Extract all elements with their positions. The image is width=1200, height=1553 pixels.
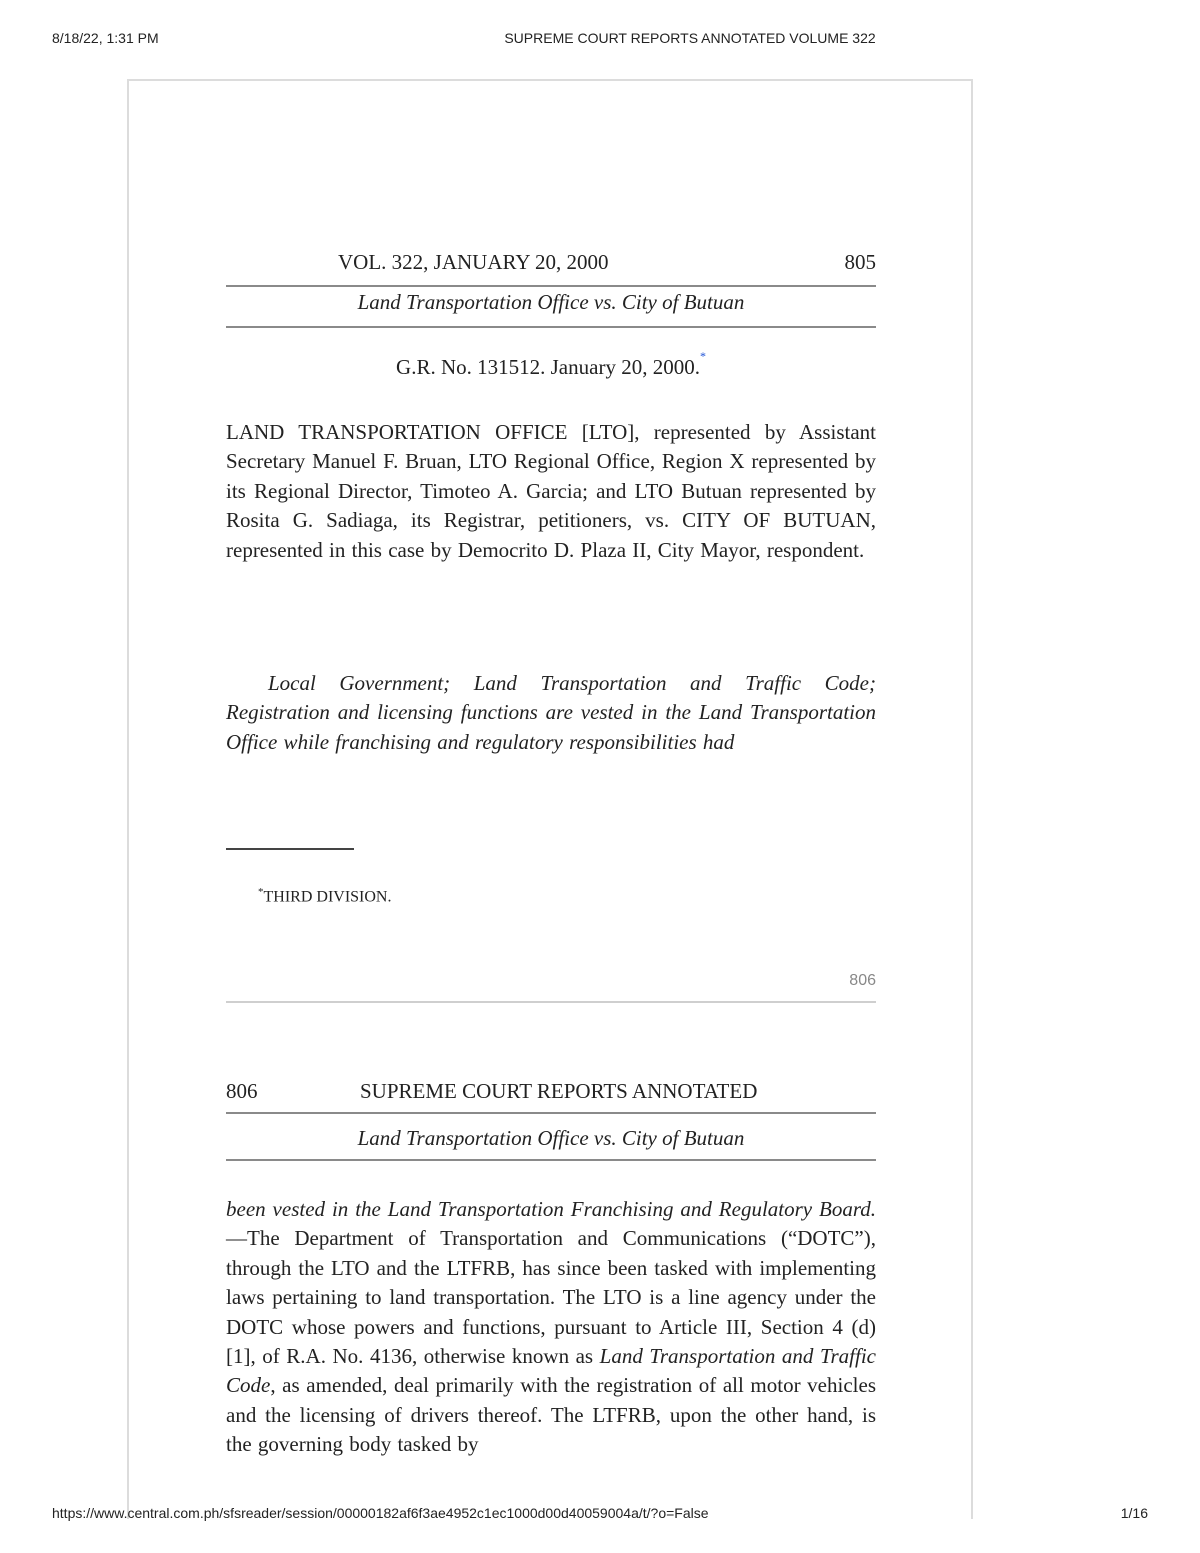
print-header: [0, 28, 1200, 52]
running-head-805: [226, 250, 876, 278]
running-head-page-number: 805: [844, 250, 876, 274]
running-head-806: [226, 1079, 876, 1107]
print-url: https://www.central.com.ph/sfsreader/session/00000182af6f3ae4952c1ec1000d00d40059004a/t/?o=False: [52, 1505, 709, 1521]
running-head-page-number: 806: [226, 1079, 258, 1103]
body-italic-lead: been vested in the Land Transportation Franchising and Regulatory Board.: [226, 1197, 876, 1221]
gr-number: [226, 349, 876, 380]
page-break-marker: 806: [849, 972, 876, 989]
parties-paragraph: LAND TRANSPORTATION OFFICE [LTO], represented by Assistant Secretary Manuel F. Bruan, LTO Regional Office, Region X represented by its Regional Director, Timoteo A. Garcia; and LTO Butuan represented by Rosita G. Sadiaga, its Registrar, petitioners, vs. CITY OF BUTUAN, represented in this case by Democrito D. Plaza II, City Mayor, respondent.: [226, 420, 876, 562]
print-footer: [0, 1505, 1200, 1525]
header-rule-top: [226, 1112, 876, 1114]
gr-number-text: G.R. No. 131512. January 20, 2000.: [396, 355, 700, 379]
footnote-marker: *: [258, 886, 264, 898]
print-page-indicator: 1/16: [1120, 1505, 1148, 1521]
case-caption: Land Transportation Office vs. City of Butuan: [357, 290, 745, 314]
header-rule-bottom: [226, 326, 876, 328]
body-italic-code-name: Land Transportation and Traffic Code: [226, 1344, 876, 1398]
body-text-1: —The Department of Transportation and Communications (“DOTC”), through the LTO and the LTFRB, has since been tasked with implementing laws pertaining to land transportation. The LTO is a line agency under the DOTC whose powers and functions, pursuant to Article III, Section 4 (d) [1], of R.A. No. 4136, otherwise known as: [226, 1226, 876, 1369]
body-paragraph: [226, 1195, 876, 1460]
running-head-volume: VOL. 322, JANUARY 20, 2000: [338, 250, 609, 274]
body-text-2: , as amended, deal primarily with the registration of all motor vehicles and the licensing of drivers thereof. The LTFRB, upon the other hand, is the governing body tasked by: [226, 1373, 876, 1457]
running-head-reporter-title: SUPREME COURT REPORTS ANNOTATED: [360, 1079, 758, 1103]
footnote-text: THIRD DIVISION.: [263, 888, 392, 906]
gr-footnote-link[interactable]: *: [699, 349, 706, 363]
footnote-rule: [226, 848, 354, 850]
syllabus-paragraph: Local Government; Land Transportation and Traffic Code; Registration and licensing functions are vested in the Land Transportation Office while franchising and regulatory responsibilities had: [226, 671, 876, 754]
print-document-title: SUPREME COURT REPORTS ANNOTATED VOLUME 322: [504, 30, 876, 46]
header-rule-top: [226, 285, 876, 287]
footnote: [258, 886, 391, 906]
print-datetime: 8/18/22, 1:31 PM: [52, 30, 159, 46]
page-break-rule: [226, 1001, 876, 1003]
case-caption: Land Transportation Office vs. City of Butuan: [357, 1126, 745, 1150]
header-rule-bottom: [226, 1159, 876, 1161]
